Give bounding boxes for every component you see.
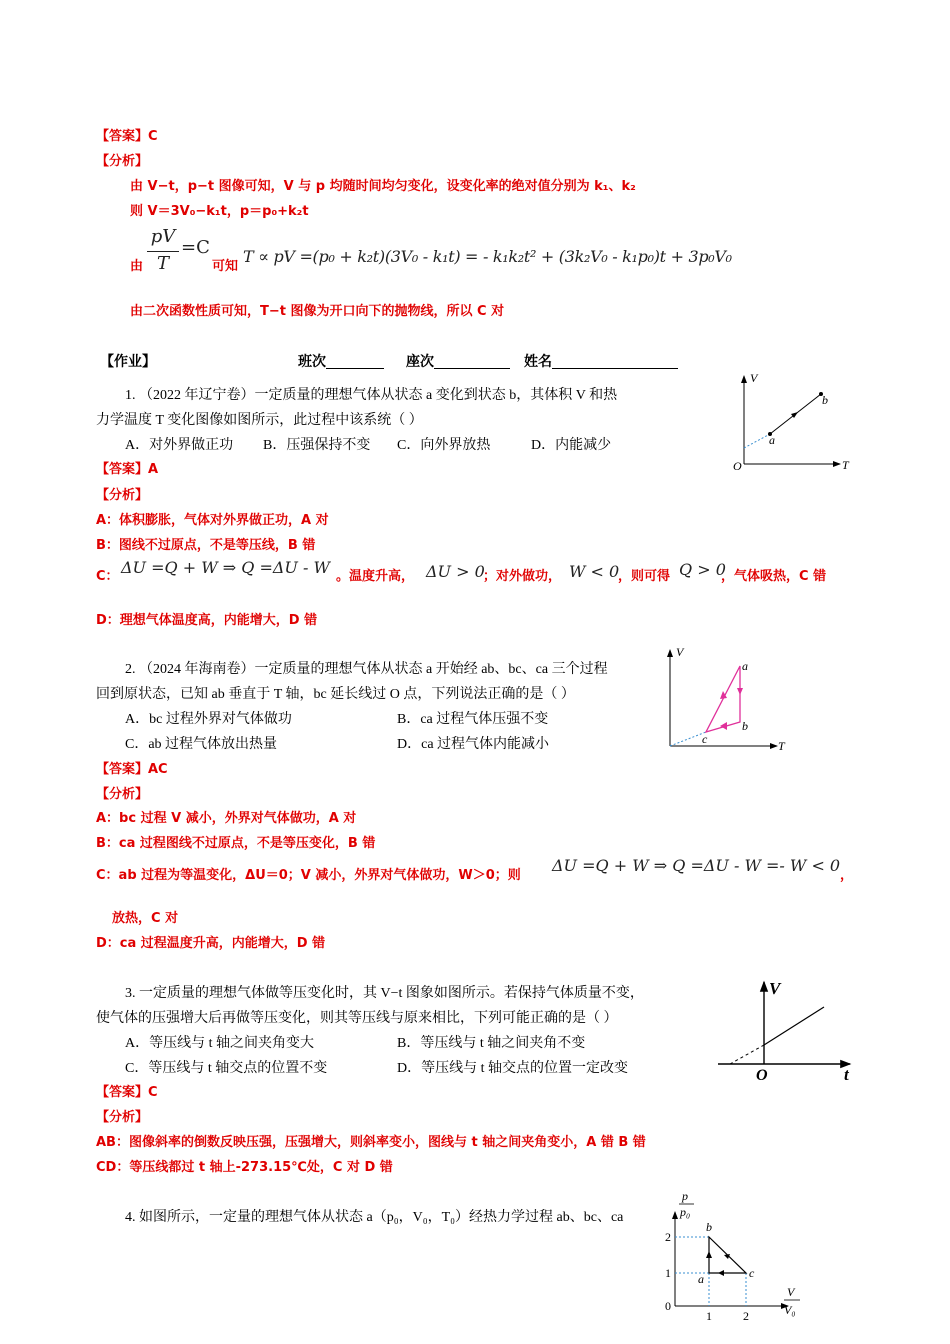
q2-analysis-line: C：ab 过程为等温变化，ΔU＝0；V 减小，外界对气体做功，W＞0；则: [96, 868, 521, 883]
point-a-label: a: [742, 659, 748, 673]
point-c-label: c: [749, 1266, 755, 1280]
q1-option-c: C．向外界放热: [397, 438, 491, 453]
y-axis-denominator: p₀: [680, 1205, 691, 1219]
q1-option-b: B．压强保持不变: [263, 438, 371, 453]
extension-dashed-line: [744, 434, 770, 448]
q1-answer: 【答案】A: [96, 462, 159, 477]
q3-option-b: B．等压线与 t 轴之间夹角不变: [397, 1036, 586, 1051]
analysis-line: 由 V−t，p−t 图像可知，V 与 p 均随时间均匀变化，设变化率的绝对值分别为 k₁、k₂: [130, 179, 636, 194]
extension-dashed-line: [730, 1045, 764, 1064]
q1-stem: 1. （2022 年辽宁卷）一定质量的理想气体从状态 a 变化到状态 b，其体积 V 和热: [125, 388, 618, 403]
q3-analysis-line: AB：图像斜率的倒数反映压强，压强增大，则斜率变小，图线与 t 轴之间夹角变小，A 错 B 错: [96, 1135, 646, 1150]
formula-main: T ∝ pV =(p₀ + k₂t)(3V₀ - k₁t) = - k₁k₂t² + (3k₂V₀ - k₁p₀)t + 3p₀V₀: [243, 247, 732, 266]
class-label: 班次: [298, 354, 326, 370]
seat-label: 座次: [406, 354, 434, 370]
conclusion: 由二次函数性质可知，T−t 图像为开口向下的抛物线，所以 C 对: [130, 304, 505, 319]
isobar-line: [764, 1007, 824, 1045]
q3-vt-graph: [714, 972, 860, 1084]
q1-stem: 力学温度 T 变化图像如图所示，此过程中该系统（ ）: [96, 413, 423, 428]
point-b-label: b: [706, 1220, 712, 1234]
point-c-label: c: [702, 732, 708, 746]
q3-answer: 【答案】C: [96, 1085, 158, 1100]
origin-label: O: [756, 1067, 768, 1084]
q2-stem: 2. （2024 年海南卷）一定质量的理想气体从状态 a 开始经 ab、bc、ca 三个过程: [125, 662, 608, 677]
extension-dashed-line: [670, 732, 706, 746]
q1-analysis-text: ；对外做功，: [483, 569, 562, 584]
y-axis-label: V: [676, 645, 684, 659]
q1-analysis-text: 。温度升高，: [336, 569, 415, 584]
q1-formula: W < 0: [569, 562, 620, 581]
q3-analysis-line: CD：等压线都过 t 轴上-273.15℃处，C 对 D 错: [96, 1160, 393, 1175]
q1-formula: ΔU > 0: [426, 562, 485, 581]
q1-analysis-c-prefix: C：: [96, 569, 119, 584]
q1-option-d: D．内能减少: [531, 438, 612, 453]
name-blank[interactable]: [552, 353, 678, 369]
t-axis-label: t: [844, 1065, 849, 1084]
name-field: [524, 353, 678, 371]
homework-title: 【作业】: [100, 354, 156, 370]
q3-stem: 3. 一定质量的理想气体做等压变化时，其 V−t 图象如图所示。若保持气体质量不变，: [125, 986, 644, 1001]
class-blank[interactable]: [326, 353, 384, 369]
q2-analysis-line: D：ca 过程温度升高，内能增大，D 错: [96, 936, 326, 951]
q1-analysis-text: ，则可得: [618, 569, 671, 584]
point-a-label: a: [769, 433, 775, 447]
arrow-ab: [737, 688, 743, 695]
y-axis-numerator: p: [682, 1189, 688, 1203]
q1-formula: Q > 0: [679, 560, 726, 579]
fraction-bar: [147, 251, 179, 252]
fraction-numerator: pV: [150, 226, 176, 247]
q1-analysis-line: B：图线不过原点，不是等压线，B 错: [96, 538, 316, 553]
arrow-bc: [720, 722, 727, 730]
x-tick: 2: [743, 1309, 749, 1323]
q2-option-a: A．bc 过程外界对气体做功: [125, 712, 292, 727]
q2-analysis-line: B：ca 过程图线不过原点，不是等压变化，B 错: [96, 836, 376, 851]
q3-analysis-label: 【分析】: [96, 1110, 149, 1125]
class-field: [298, 353, 384, 371]
x-axis-numerator: V: [787, 1285, 795, 1299]
q4-stem: 4. 如图所示，一定量的理想气体从状态 a（p₀，V₀，T₀）经热力学过程 ab、bc、ca: [125, 1210, 624, 1225]
analysis-line: 则 V＝3V₀−k₁t，p＝p₀+k₂t: [130, 204, 309, 219]
seat-blank[interactable]: [434, 353, 510, 369]
y-tick: 0: [665, 1299, 671, 1313]
formula-prefix: 由: [130, 259, 144, 274]
q1-option-a: A．对外界做正功: [125, 438, 234, 453]
seat-field: [406, 353, 510, 371]
q3-stem: 使气体的压强增大后再做等压变化，则其等压线与原来相比，下列可能正确的是（ ）: [96, 1011, 618, 1026]
y-axis-label: V: [769, 979, 781, 998]
q2-analysis-line: 放热，C 对: [112, 911, 179, 926]
name-label: 姓名: [524, 354, 552, 370]
point-b-label: b: [742, 719, 748, 733]
y-tick: 2: [665, 1230, 671, 1244]
q2-formula: ΔU =Q + W ⇒ Q =ΔU - W =- W < 0: [552, 856, 841, 875]
q4-pv-graph: [660, 1188, 810, 1344]
q2-option-b: B．ca 过程气体压强不变: [397, 712, 549, 727]
q2-analysis-text: ，: [840, 868, 854, 883]
arrow-ab: [706, 1251, 712, 1258]
x-axis-label: T: [778, 739, 785, 753]
q2-option-c: C．ab 过程气体放出热量: [125, 737, 278, 752]
x-axis-denominator: V₀: [784, 1303, 796, 1317]
fraction-rhs: =C: [181, 237, 210, 258]
fraction-denominator: T: [156, 253, 169, 274]
q2-vt-graph: [660, 642, 790, 754]
q2-analysis-line: A：bc 过程 V 减小，外界对气体做功，A 对: [96, 811, 357, 826]
x-axis-label: T: [842, 458, 849, 472]
cycle-abc: [706, 666, 740, 732]
q1-formula: ΔU =Q + W ⇒ Q =ΔU - W: [121, 558, 330, 577]
x-tick: 1: [706, 1309, 712, 1323]
y-tick: 1: [665, 1266, 671, 1280]
q1-analysis-line: D：理想气体温度高，内能增大，D 错: [96, 613, 318, 628]
formula-mid: 可知: [212, 259, 239, 274]
y-axis-label: V: [750, 371, 758, 385]
q3-option-d: D．等压线与 t 轴交点的位置一定改变: [397, 1061, 628, 1076]
q1-analysis-line: A：体积膨胀，气体对外界做正功，A 对: [96, 513, 329, 528]
q2-answer: 【答案】AC: [96, 762, 168, 777]
q1-vt-graph: [728, 370, 858, 475]
analysis-label: 【分析】: [96, 154, 149, 169]
point-b-label: b: [822, 393, 828, 407]
origin-label: O: [733, 459, 742, 473]
q1-analysis-text: ，气体吸热，C 错: [721, 569, 827, 584]
q1-analysis-label: 【分析】: [96, 488, 149, 503]
q3-option-c: C．等压线与 t 轴交点的位置不变: [125, 1061, 328, 1076]
q2-option-d: D．ca 过程气体内能减小: [397, 737, 550, 752]
arrow-ca: [718, 1270, 724, 1276]
point-a-label: a: [698, 1272, 704, 1286]
q3-option-a: A．等压线与 t 轴之间夹角变大: [125, 1036, 314, 1051]
answer-label: 【答案】C: [96, 129, 158, 144]
q2-analysis-label: 【分析】: [96, 787, 149, 802]
q2-stem: 回到原状态，已知 ab 垂直于 T 轴，bc 延长线过 O 点，下列说法正确的是（ ）: [96, 687, 575, 702]
